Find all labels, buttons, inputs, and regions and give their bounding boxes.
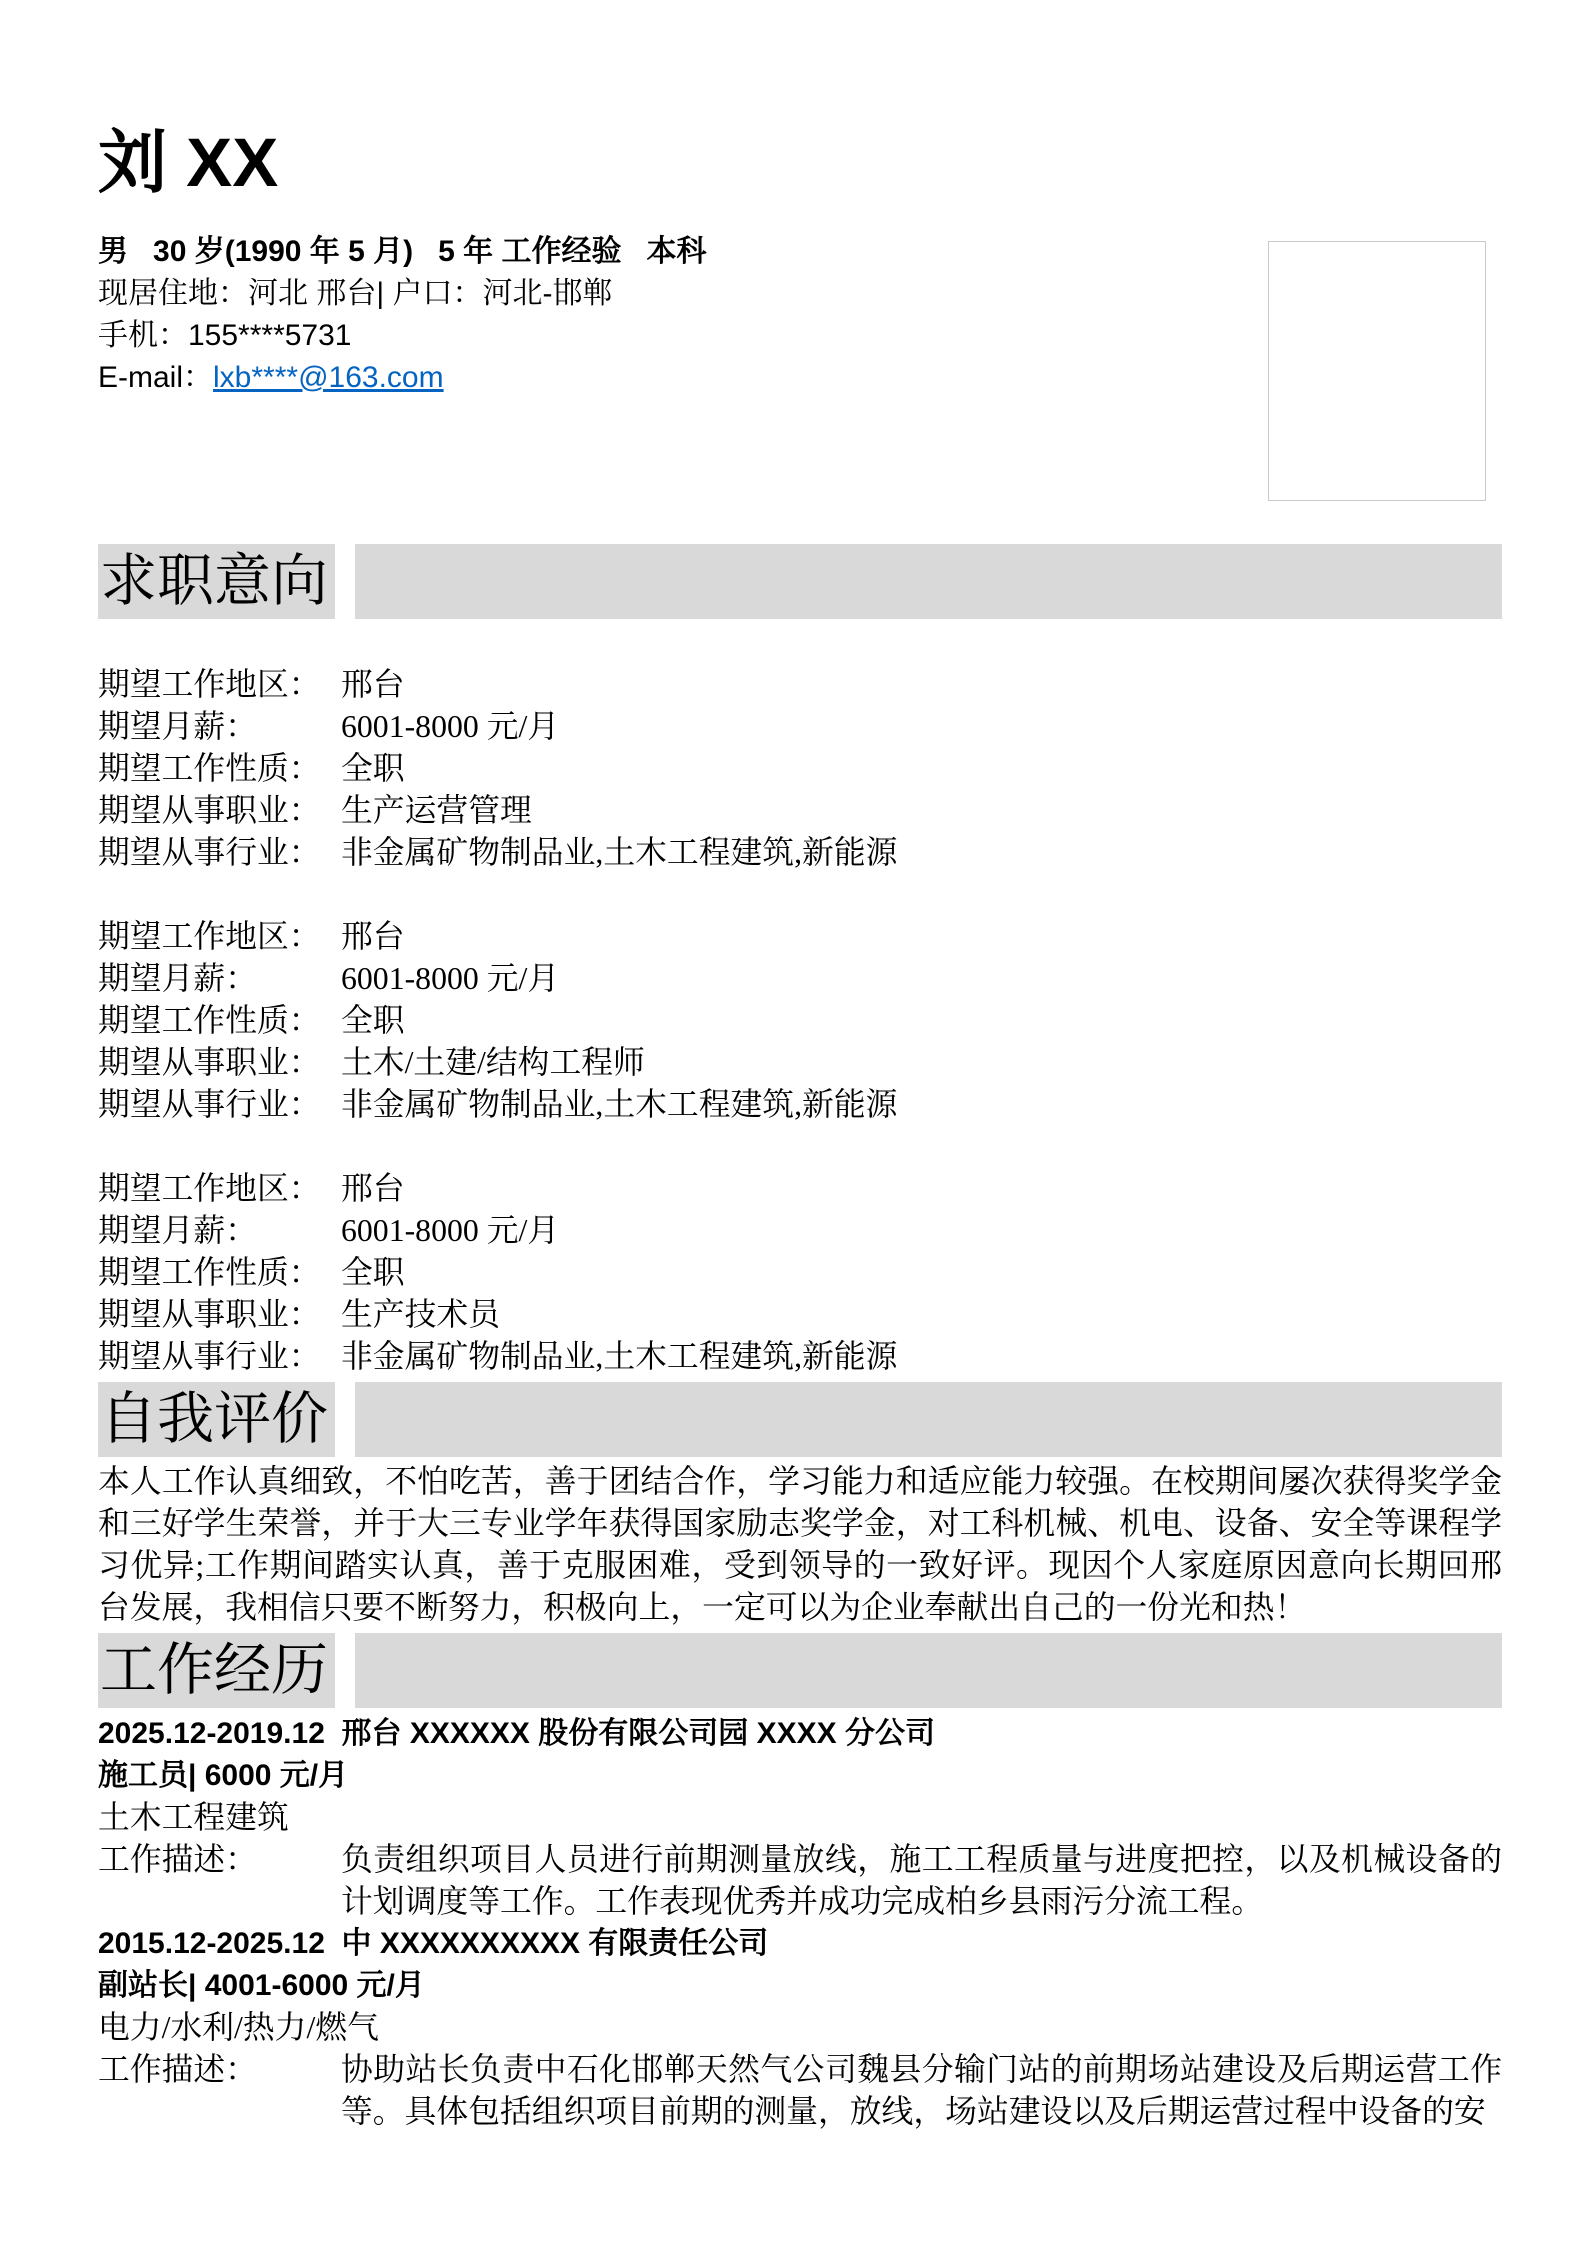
intention-label: 期望工作地区： [98,1171,321,1206]
intention-value: 全职 [341,1255,405,1290]
email-label: E-mail： [98,361,214,394]
photo-placeholder [1268,241,1486,501]
intention-row [98,916,1502,958]
intention-group [98,1168,1502,1378]
intention-row [98,958,1502,1000]
section-gap [335,1382,355,1457]
intention-row [98,1336,1502,1378]
self-evaluation-text: 本人工作认真细致，不怕吃苦，善于团结合作，学习能力和适应能力较强。在校期间屡次获得奖学金和三好学生荣誉，并于大三专业学年获得国家励志奖学金，对工科机械、机电、设备、安全等课程学习优异;工作期间踏实认真，善于克服困难，受到领导的一致好评。现因个人家庭原因意向长期回邢台发展，我相信只要不断努力，积极向上，一定可以为企业奉献出自己的一份光和热！ [98,1464,1502,1625]
intention-row [98,1042,1502,1084]
work-description-row [98,2049,1502,2133]
intention-value: 非金属矿物制品业,土木工程建筑,新能源 [341,1087,898,1122]
work-description-text: 负责组织项目人员进行前期测量放线，施工工程质量与进度把控，以及机械设备的计划调度等工作。工作表现优秀并成功完成柏乡县雨污分流工程。 [341,1842,1502,1919]
intention-label: 期望月薪： [98,1213,257,1248]
intention-value: 非金属矿物制品业,土木工程建筑,新能源 [341,835,898,870]
section-title: 求职意向 [98,544,335,619]
section-header-work-experience [98,1633,1502,1708]
profile-residence: 现居住地：河北 邢台| 户口：河北-邯郸 [98,277,613,310]
section-title: 自我评价 [98,1382,335,1457]
intention-row [98,664,1502,706]
intention-value: 6001-8000 元/月 [341,709,560,744]
intention-row [98,832,1502,874]
intention-label: 期望从事职业： [98,793,321,828]
work-position-salary: 副站长| 4001-6000 元/月 [98,1969,425,2002]
candidate-name: 刘 XX [98,124,279,201]
profile-info [98,231,1198,399]
intention-row [98,748,1502,790]
intention-label: 期望工作地区： [98,667,321,702]
intention-row [98,1210,1502,1252]
intention-value: 生产运营管理 [341,793,532,828]
intention-value: 邢台 [341,1171,405,1206]
intention-value: 全职 [341,1003,405,1038]
intention-label: 期望月薪： [98,709,257,744]
work-experience-list [98,1713,1502,2133]
intention-label: 期望工作性质： [98,1255,321,1290]
intention-value: 非金属矿物制品业,土木工程建筑,新能源 [341,1339,898,1374]
intention-value: 邢台 [341,667,405,702]
work-description-text: 协助站长负责中石化邯郸天然气公司魏县分输门站的前期场站建设及后期运营工作等。具体包括组织项目前期的测量，放线，场站建设以及后期运营过程中设备的安 [341,2052,1502,2129]
intention-label: 期望从事行业： [98,835,321,870]
section-title: 工作经历 [98,1633,335,1708]
section-header-intention [98,544,1502,619]
work-entry [98,1713,1502,1923]
section-gap [335,544,355,619]
section-title-bar [355,1633,1502,1708]
intention-row [98,1000,1502,1042]
section-title-bar [355,1382,1502,1457]
intention-value: 生产技术员 [341,1297,500,1332]
intention-label: 期望月薪： [98,961,257,996]
section-gap [335,1633,355,1708]
work-period-company: 2015.12-2025.12 中 XXXXXXXXXX 有限责任公司 [98,1927,769,1960]
intention-row [98,1168,1502,1210]
work-industry: 土木工程建筑 [98,1800,289,1835]
work-period-company: 2025.12-2019.12 邢台 XXXXXX 股份有限公司园 XXXX 分公司 [98,1717,935,1750]
intention-row [98,1252,1502,1294]
intention-label: 期望工作性质： [98,751,321,786]
intention-row [98,1084,1502,1126]
intention-group [98,916,1502,1126]
intention-value: 邢台 [341,919,405,954]
section-header-self-evaluation [98,1382,1502,1457]
intention-value: 6001-8000 元/月 [341,961,560,996]
work-industry: 电力/水利/热力/燃气 [98,2010,379,2045]
section-title-bar [355,544,1502,619]
profile-email-line [98,357,1198,399]
intention-label: 期望工作地区： [98,919,321,954]
work-position-salary: 施工员| 6000 元/月 [98,1759,349,1792]
profile-summary: 男 30 岁(1990 年 5 月) 5 年 工作经验 本科 [98,235,707,268]
work-description-label: 工作描述： [98,1842,257,1877]
profile-phone: 手机：155****5731 [98,319,352,352]
intention-label: 期望工作性质： [98,1003,321,1038]
intention-row [98,706,1502,748]
work-description-row [98,1839,1502,1923]
intention-label: 期望从事职业： [98,1297,321,1332]
work-entry [98,1923,1502,2133]
intention-value: 6001-8000 元/月 [341,1213,560,1248]
work-description-label: 工作描述： [98,2052,257,2087]
intention-label: 期望从事行业： [98,1087,321,1122]
intention-label: 期望从事职业： [98,1045,321,1080]
intention-group [98,664,1502,874]
job-intentions [98,664,1502,1420]
intention-value: 土木/土建/结构工程师 [341,1045,645,1080]
email-link[interactable]: lxb****@163.com [213,361,444,394]
intention-row [98,1294,1502,1336]
intention-value: 全职 [341,751,405,786]
intention-label: 期望从事行业： [98,1339,321,1374]
intention-row [98,790,1502,832]
